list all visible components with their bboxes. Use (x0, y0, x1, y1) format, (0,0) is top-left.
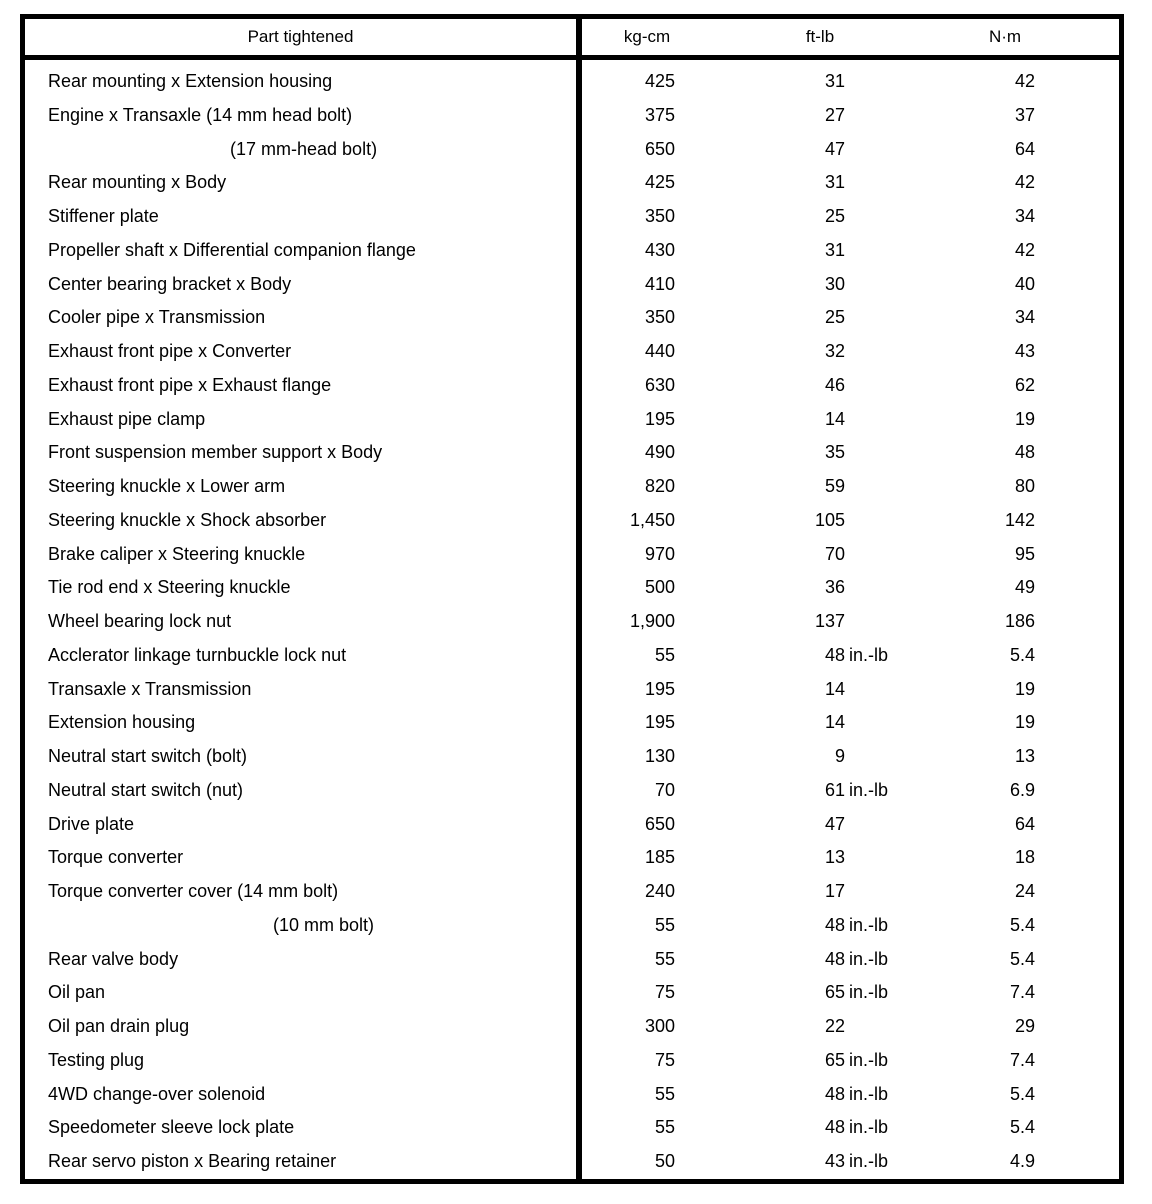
header-ft-lb: ft-lb (805, 27, 835, 46)
table-row (25, 605, 1119, 639)
table-row (25, 99, 1119, 133)
ft-lb-cell: 48 (824, 644, 845, 665)
kg-cm-cell: 630 (644, 374, 675, 395)
table-row (25, 571, 1119, 605)
ft-lb-cell: 9 (834, 746, 845, 766)
kg-cm-cell: 425 (644, 172, 675, 193)
part-cell: Neutral start switch (nut) (48, 779, 244, 800)
n-m-cell: 5.4 (1009, 1083, 1035, 1104)
part-cell: Rear mounting x Body (48, 172, 227, 193)
ft-lb-unit-cell: in.-lb (849, 779, 889, 800)
kg-cm-cell: 500 (644, 577, 675, 598)
ft-lb-unit-cell: in.-lb (849, 1083, 889, 1104)
table-row (25, 369, 1119, 403)
ft-lb-cell: 14 (824, 678, 845, 699)
n-m-cell: 95 (1014, 543, 1035, 564)
part-cell: Extension housing (48, 712, 196, 733)
table-row (25, 1044, 1119, 1078)
kg-cm-cell: 350 (644, 206, 675, 226)
n-m-cell: 186 (1004, 611, 1035, 631)
n-m-cell: 13 (1014, 746, 1035, 766)
kg-cm-cell: 970 (644, 543, 675, 564)
n-m-cell: 19 (1014, 408, 1035, 429)
ft-lb-cell: 48 (824, 948, 845, 969)
n-m-cell: 5.4 (1009, 948, 1035, 969)
header-n-m: N·m (988, 27, 1022, 46)
table-row (25, 943, 1119, 977)
table-row (25, 976, 1119, 1010)
n-m-cell: 42 (1014, 172, 1035, 193)
n-m-cell: 42 (1014, 239, 1035, 260)
part-cell: Exhaust front pipe x Exhaust flange (48, 374, 332, 395)
kg-cm-cell: 650 (644, 138, 675, 159)
n-m-cell: 6.9 (1009, 779, 1035, 800)
kg-cm-cell: 375 (644, 104, 675, 125)
part-cell: Acclerator linkage turnbuckle lock nut (48, 644, 347, 665)
table-row (25, 1010, 1119, 1044)
part-cell: Rear servo piston x Bearing retainer (48, 1151, 337, 1171)
n-m-cell: 42 (1014, 71, 1035, 91)
kg-cm-cell: 490 (644, 442, 675, 463)
part-cell: (10 mm bolt) (273, 914, 375, 935)
table-row (25, 875, 1119, 909)
table-row (25, 1078, 1119, 1112)
table-row (25, 1145, 1119, 1179)
kg-cm-cell: 240 (644, 881, 675, 901)
kg-cm-cell: 430 (644, 239, 675, 260)
ft-lb-unit-cell: in.-lb (849, 948, 889, 969)
part-cell: Steering knuckle x Shock absorber (48, 509, 327, 530)
kg-cm-cell: 440 (644, 341, 675, 361)
n-m-cell: 48 (1014, 442, 1035, 463)
ft-lb-cell: 48 (824, 1083, 845, 1104)
ft-lb-cell: 35 (824, 442, 845, 463)
header-kg-cm: kg-cm (623, 27, 671, 46)
n-m-cell: 64 (1014, 813, 1035, 834)
n-m-cell: 37 (1014, 104, 1035, 125)
part-cell: Speedometer sleeve lock plate (48, 1117, 295, 1138)
part-cell: Transaxle x Transmission (48, 678, 252, 699)
ft-lb-cell: 137 (814, 611, 845, 631)
ft-lb-cell: 17 (824, 881, 845, 901)
kg-cm-cell: 70 (654, 779, 675, 800)
part-cell: Rear valve body (48, 948, 179, 969)
ft-lb-unit-cell: in.-lb (849, 644, 889, 665)
part-cell: Center bearing bracket x Body (48, 273, 292, 294)
kg-cm-cell: 350 (644, 307, 675, 328)
header-rule (25, 55, 1119, 60)
ft-lb-cell: 48 (824, 1117, 845, 1138)
table-row (25, 504, 1119, 538)
part-cell: Front suspension member support x Body (48, 442, 383, 463)
kg-cm-cell: 130 (644, 746, 675, 766)
part-cell: Wheel bearing lock nut (48, 611, 232, 631)
n-m-cell: 24 (1014, 881, 1035, 901)
table-row (25, 268, 1119, 302)
torque-spec-table (20, 14, 1124, 1184)
n-m-cell: 49 (1014, 577, 1035, 598)
ft-lb-unit-cell: in.-lb (849, 1117, 889, 1138)
table-row (25, 740, 1119, 774)
part-cell: Steering knuckle x Lower arm (48, 476, 286, 496)
table-row (25, 166, 1119, 200)
kg-cm-cell: 195 (644, 678, 675, 699)
kg-cm-cell: 1,450 (629, 509, 675, 530)
table-body (25, 65, 1119, 1179)
part-cell: Testing plug (48, 1049, 145, 1070)
n-m-cell: 34 (1014, 206, 1035, 226)
kg-cm-cell: 75 (654, 982, 675, 1003)
ft-lb-unit-cell: in.-lb (849, 1049, 889, 1070)
n-m-cell: 5.4 (1009, 644, 1035, 665)
part-cell: Stiffener plate (48, 206, 159, 226)
ft-lb-cell: 105 (814, 509, 845, 530)
table-row (25, 774, 1119, 808)
ft-lb-cell: 14 (824, 408, 845, 429)
table-row (25, 436, 1119, 470)
part-cell: Torque converter cover (14 mm bolt) (48, 881, 339, 901)
kg-cm-cell: 300 (644, 1016, 675, 1036)
ft-lb-cell: 43 (824, 1151, 845, 1171)
part-cell: Engine x Transaxle (14 mm head bolt) (48, 104, 353, 125)
kg-cm-cell: 55 (654, 1117, 675, 1138)
table-row (25, 808, 1119, 842)
kg-cm-cell: 425 (644, 71, 675, 91)
n-m-cell: 19 (1014, 712, 1035, 733)
part-cell: 4WD change-over solenoid (48, 1083, 266, 1104)
n-m-cell: 18 (1014, 847, 1035, 868)
part-cell: Rear mounting x Extension housing (48, 71, 333, 91)
n-m-cell: 7.4 (1009, 982, 1035, 1003)
kg-cm-cell: 50 (654, 1151, 675, 1171)
ft-lb-cell: 25 (824, 206, 845, 226)
kg-cm-cell: 195 (644, 712, 675, 733)
ft-lb-cell: 47 (824, 813, 845, 834)
part-cell: Cooler pipe x Transmission (48, 307, 266, 328)
header-part-tightened: Part tightened (247, 27, 354, 46)
ft-lb-unit-cell: in.-lb (849, 914, 889, 935)
n-m-cell: 34 (1014, 307, 1035, 328)
kg-cm-cell: 650 (644, 813, 675, 834)
n-m-cell: 7.4 (1009, 1049, 1035, 1070)
ft-lb-cell: 61 (824, 779, 845, 800)
n-m-cell: 4.9 (1009, 1151, 1035, 1171)
ft-lb-cell: 70 (824, 543, 845, 564)
part-cell: (17 mm-head bolt) (230, 138, 378, 159)
table-row (25, 538, 1119, 572)
part-cell: Exhaust front pipe x Converter (48, 341, 292, 361)
table-row (25, 234, 1119, 268)
part-cell: Tie rod end x Steering knuckle (48, 577, 291, 598)
table-row (25, 200, 1119, 234)
table-row (25, 639, 1119, 673)
table-row (25, 909, 1119, 943)
part-cell: Oil pan (48, 982, 106, 1003)
ft-lb-cell: 14 (824, 712, 845, 733)
n-m-cell: 43 (1014, 341, 1035, 361)
table-row (25, 1111, 1119, 1145)
table-row (25, 301, 1119, 335)
ft-lb-cell: 31 (824, 71, 845, 91)
part-cell: Oil pan drain plug (48, 1016, 190, 1036)
kg-cm-cell: 1,900 (629, 611, 675, 631)
ft-lb-cell: 65 (824, 982, 845, 1003)
n-m-cell: 5.4 (1009, 914, 1035, 935)
ft-lb-cell: 31 (824, 172, 845, 193)
n-m-cell: 142 (1004, 509, 1035, 530)
ft-lb-cell: 25 (824, 307, 845, 328)
table-row (25, 133, 1119, 167)
n-m-cell: 5.4 (1009, 1117, 1035, 1138)
ft-lb-cell: 36 (824, 577, 845, 598)
table-row (25, 470, 1119, 504)
ft-lb-cell: 30 (824, 273, 845, 294)
kg-cm-cell: 75 (654, 1049, 675, 1070)
kg-cm-cell: 185 (644, 847, 675, 868)
kg-cm-cell: 410 (644, 273, 675, 294)
ft-lb-unit-cell: in.-lb (849, 982, 889, 1003)
n-m-cell: 80 (1014, 476, 1035, 496)
kg-cm-cell: 820 (644, 476, 675, 496)
n-m-cell: 62 (1014, 374, 1035, 395)
table-row (25, 841, 1119, 875)
n-m-cell: 29 (1014, 1016, 1035, 1036)
table-row (25, 673, 1119, 707)
ft-lb-cell: 31 (824, 239, 845, 260)
ft-lb-cell: 48 (824, 914, 845, 935)
kg-cm-cell: 55 (654, 644, 675, 665)
ft-lb-cell: 32 (824, 341, 845, 361)
ft-lb-cell: 13 (824, 847, 845, 868)
kg-cm-cell: 195 (644, 408, 675, 429)
n-m-cell: 19 (1014, 678, 1035, 699)
n-m-cell: 40 (1014, 273, 1035, 294)
ft-lb-cell: 46 (824, 374, 845, 395)
table-row (25, 706, 1119, 740)
ft-lb-cell: 22 (824, 1016, 845, 1036)
ft-lb-unit-cell: in.-lb (849, 1151, 889, 1171)
kg-cm-cell: 55 (654, 914, 675, 935)
ft-lb-cell: 27 (824, 104, 845, 125)
ft-lb-cell: 59 (824, 476, 845, 496)
part-cell: Neutral start switch (bolt) (48, 746, 248, 766)
part-cell: Torque converter (48, 847, 184, 868)
ft-lb-cell: 47 (824, 138, 845, 159)
kg-cm-cell: 55 (654, 1083, 675, 1104)
table-row (25, 65, 1119, 99)
kg-cm-cell: 55 (654, 948, 675, 969)
table-row (25, 403, 1119, 437)
ft-lb-cell: 65 (824, 1049, 845, 1070)
n-m-cell: 64 (1014, 138, 1035, 159)
part-cell: Drive plate (48, 813, 135, 834)
part-cell: Propeller shaft x Differential companion flange (48, 239, 416, 260)
part-cell: Brake caliper x Steering knuckle (48, 543, 306, 564)
part-cell: Exhaust pipe clamp (48, 408, 206, 429)
table-row (25, 335, 1119, 369)
